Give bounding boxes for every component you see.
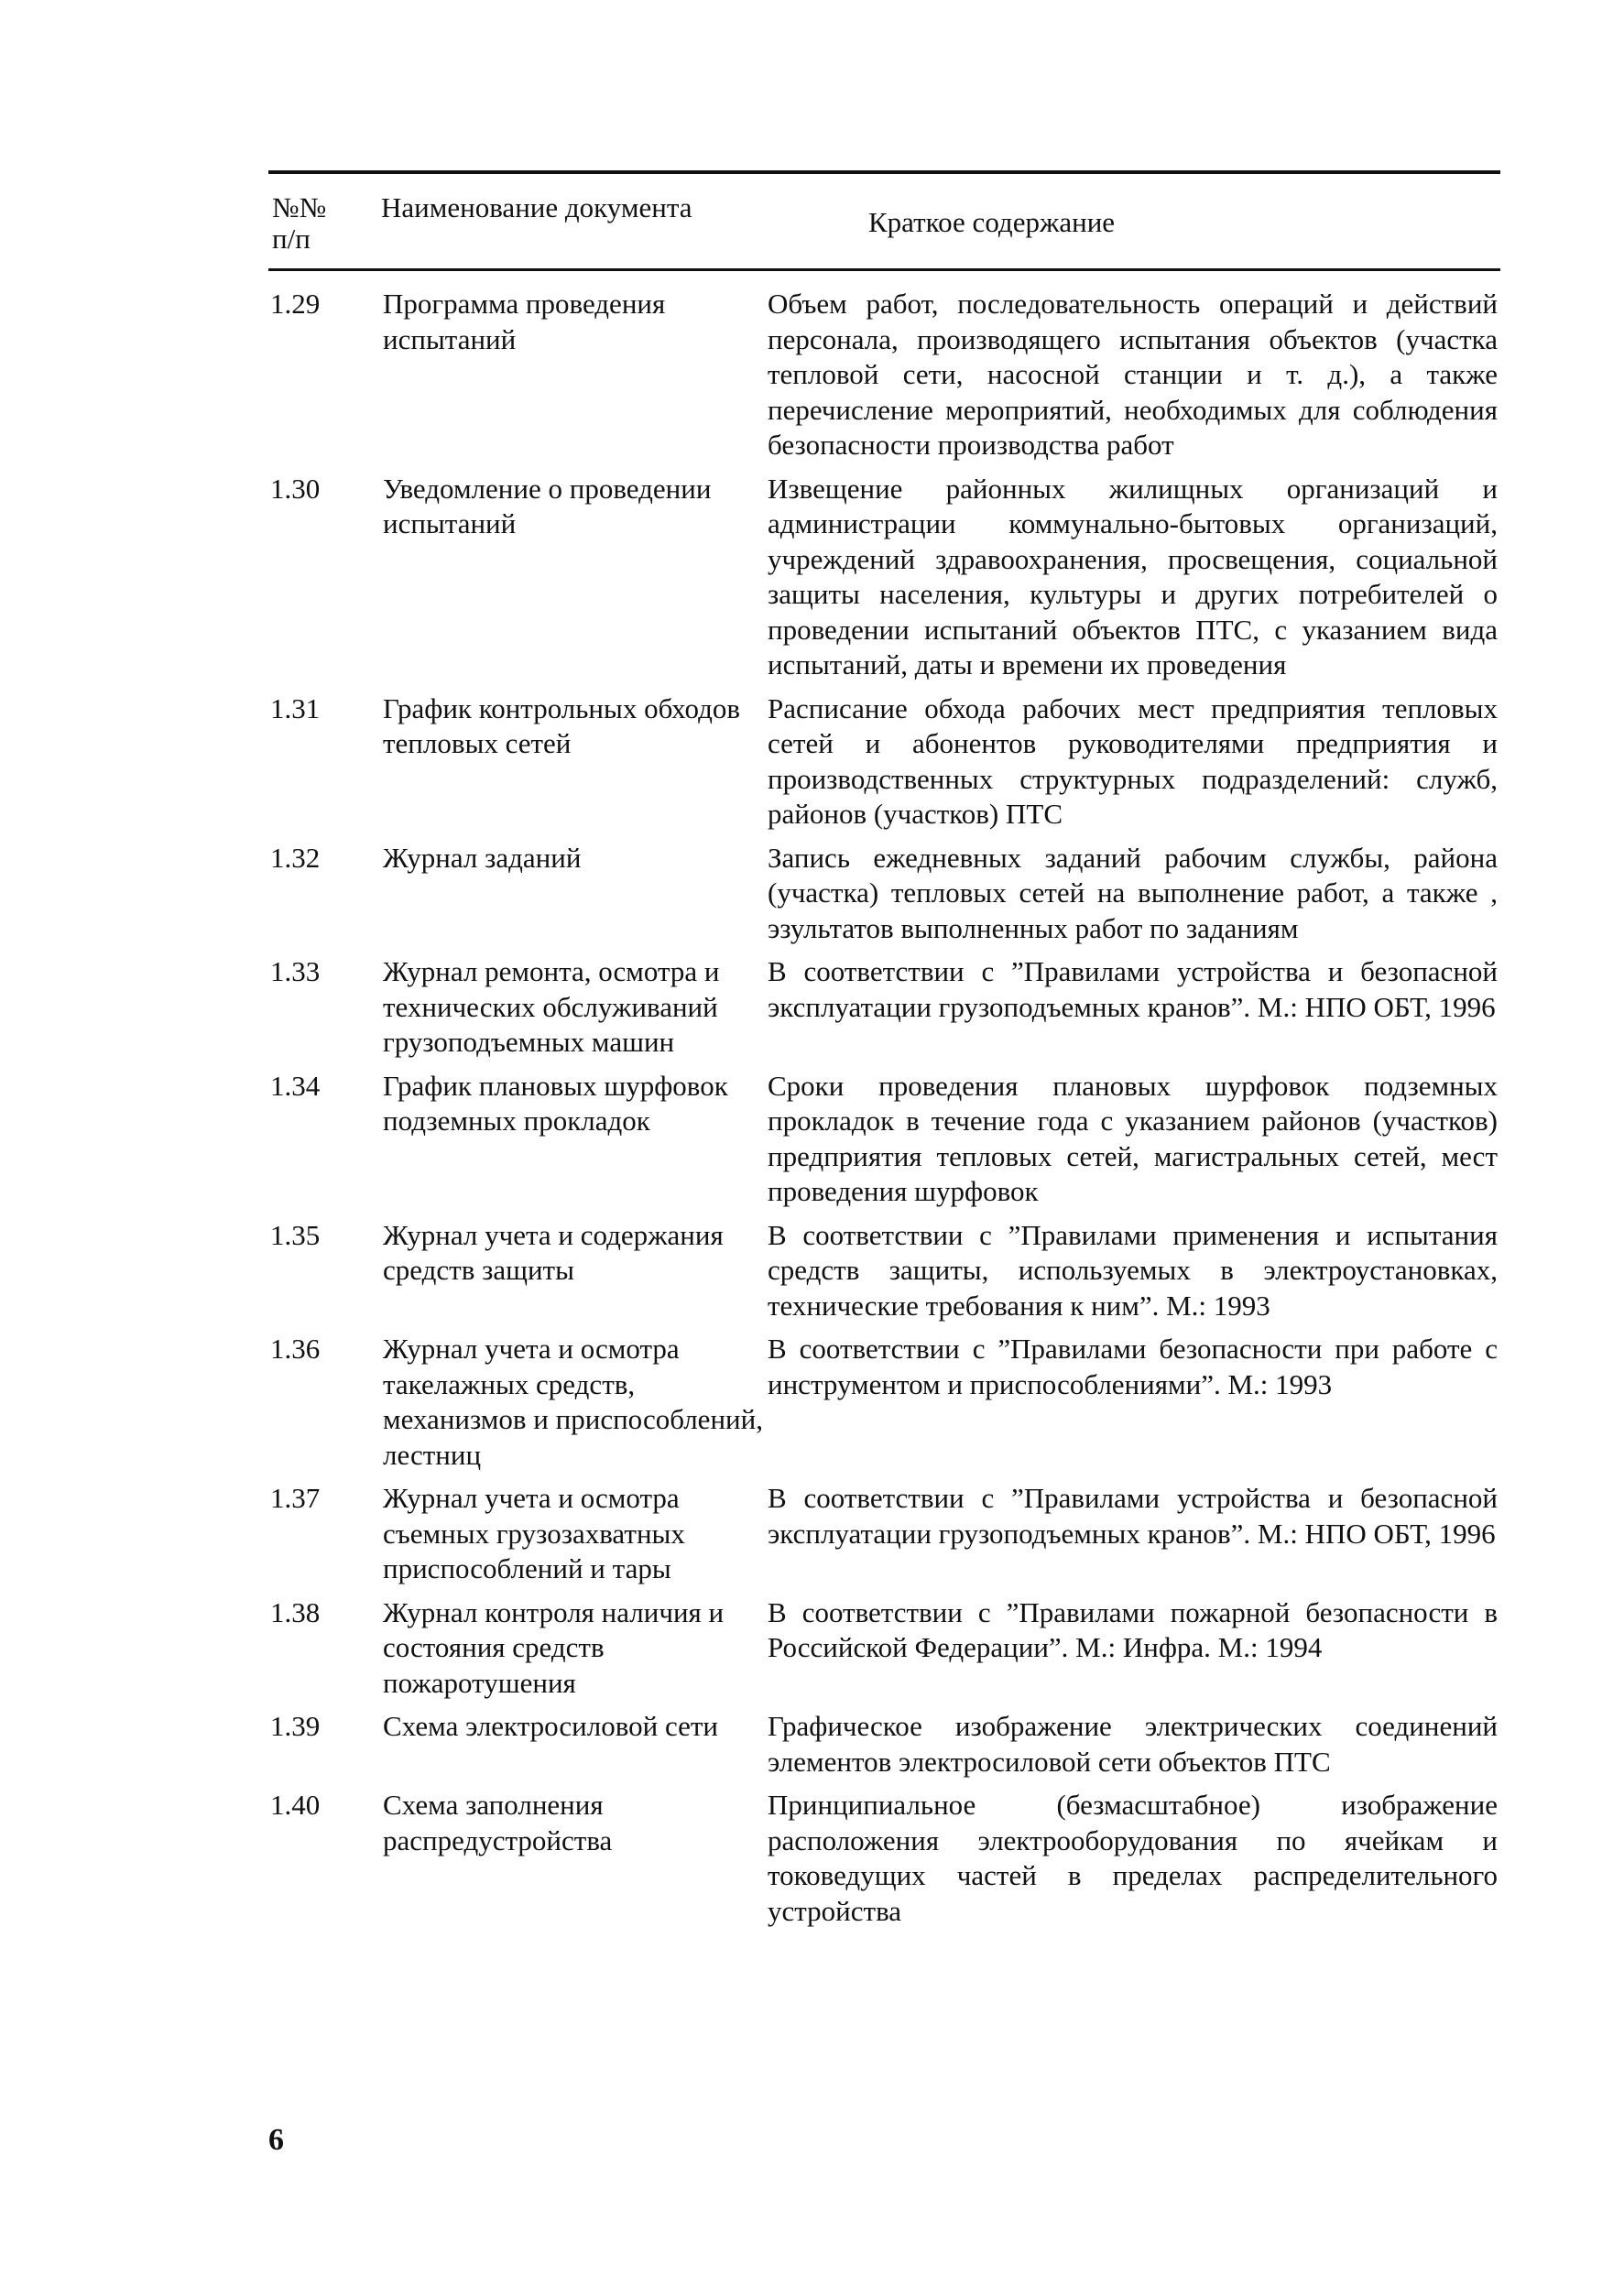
table-row xyxy=(268,1481,1500,1587)
table-row xyxy=(268,472,1500,683)
table-row xyxy=(268,1332,1500,1473)
row-summary: В соответствии с ”Правилами устройства и безопасной эксплуатации грузоподъемных кранов”. М.: НПО ОБТ, 1996 xyxy=(768,1482,1498,1550)
row-number: 1.31 xyxy=(270,691,321,724)
table-row xyxy=(268,1788,1500,1929)
row-number: 1.35 xyxy=(270,1218,321,1251)
row-summary: Сроки проведения плановых шурфовок подземных прокладок в течение года с указанием районов (участков) предприятия тепловых сетей, магистральных сетей, мест проведения шурфовок xyxy=(768,1069,1498,1207)
row-number: 1.40 xyxy=(270,1789,321,1821)
row-document-name: График плановых шурфовок подземных прокладок xyxy=(383,1069,728,1137)
table-row xyxy=(268,287,1500,463)
row-document-name: Журнал учета и содержания средств защиты xyxy=(383,1218,724,1286)
row-document-name: Схема заполнения распредустройства xyxy=(383,1789,613,1856)
table-row xyxy=(268,1069,1500,1210)
table-row xyxy=(268,954,1500,1061)
row-summary: Принципиальное (безмасштабное) изображение расположения электрооборудования по ячейкам и токоведущих частей в пределах распределительного устройства xyxy=(768,1789,1498,1927)
row-document-name: Схема электросиловой сети xyxy=(383,1710,719,1742)
table-row xyxy=(268,841,1500,947)
table-row xyxy=(268,1218,1500,1324)
row-summary: В соответствии с ”Правилами пожарной безопасности в Российской Федерации”. М.: Инфра. М.: 1994 xyxy=(768,1595,1498,1663)
row-document-name: Журнал заданий xyxy=(383,841,582,874)
row-document-name: Журнал ремонта, осмотра и технических обслуживаний грузоподъемных машин xyxy=(383,955,720,1058)
row-document-name: График контрольных обходов тепловых сетей xyxy=(383,691,741,759)
row-summary: В соответствии с ”Правилами безопасности при работе с инструментом и приспособлениями”. М.: 1993 xyxy=(768,1333,1498,1400)
row-summary: Извещение районных жилищных организаций и администрации коммунально-бытовых организаций, учреждений здравоохранения, просвещения, социальной защиты населения, культуры и других потребителей о проведении испытаний объектов ПТС, с указанием вида испытаний, даты и времени их проведения xyxy=(768,472,1498,680)
table-header-rule xyxy=(268,268,1500,271)
table-body xyxy=(268,287,1500,1929)
row-document-name: Уведомление о проведении испытаний xyxy=(383,472,712,539)
row-document-name: Журнал учета и осмотра такелажных средств, механизмов и приспособлений, лестниц xyxy=(383,1333,763,1471)
row-document-name: Журнал учета и осмотра съемных грузозахватных приспособлений и тары xyxy=(383,1482,685,1584)
row-number: 1.34 xyxy=(270,1069,321,1102)
row-document-name: Программа проведения испытаний xyxy=(383,288,666,355)
row-number: 1.32 xyxy=(270,841,321,874)
header-number: №№ п/п xyxy=(272,191,327,255)
row-number: 1.38 xyxy=(270,1595,321,1628)
row-number: 1.39 xyxy=(270,1710,321,1742)
table-top-rule xyxy=(268,170,1500,174)
page-number: 6 xyxy=(268,2123,284,2157)
table-row xyxy=(268,1595,1500,1702)
row-number: 1.29 xyxy=(270,288,321,320)
row-summary: Графическое изображение электрических соединений элементов электросиловой сети объектов ПТС xyxy=(768,1710,1498,1778)
header-document-name: Наименование документа xyxy=(381,191,692,223)
row-summary: Объем работ, последовательность операций и действий персонала, производящего испытания объектов (участка тепловой сети, насосной станции и т. д.), а также перечисление мероприятий, необходимых для соблюдения безопасности производства работ xyxy=(768,288,1498,461)
row-number: 1.37 xyxy=(270,1482,321,1514)
row-summary: В соответствии с ”Правилами применения и испытания средств защиты, используемых в электроустановках, технические требования к ним”. М.: 1993 xyxy=(768,1218,1498,1322)
row-number: 1.36 xyxy=(270,1333,321,1365)
row-number: 1.33 xyxy=(270,955,321,987)
row-summary: Запись ежедневных заданий рабочим службы, района (участка) тепловых сетей на выполнение работ, а также , эзультатов выполненных работ по заданиям xyxy=(768,841,1498,944)
table-row xyxy=(268,1709,1500,1780)
row-number: 1.30 xyxy=(270,472,321,505)
header-summary: Краткое содержание xyxy=(868,206,1116,238)
row-summary: Расписание обхода рабочих мест предприятия тепловых сетей и абонентов руководителями предприятия и производственных структурных подразделений: служб, районов (участков) ПТС xyxy=(768,691,1498,830)
row-document-name: Журнал контроля наличия и состояния средств пожаротушения xyxy=(383,1595,725,1699)
table-row xyxy=(268,691,1500,833)
row-summary: В соответствии с ”Правилами устройства и безопасной эксплуатации грузоподъемных кранов”. М.: НПО ОБТ, 1996 xyxy=(768,955,1498,1023)
